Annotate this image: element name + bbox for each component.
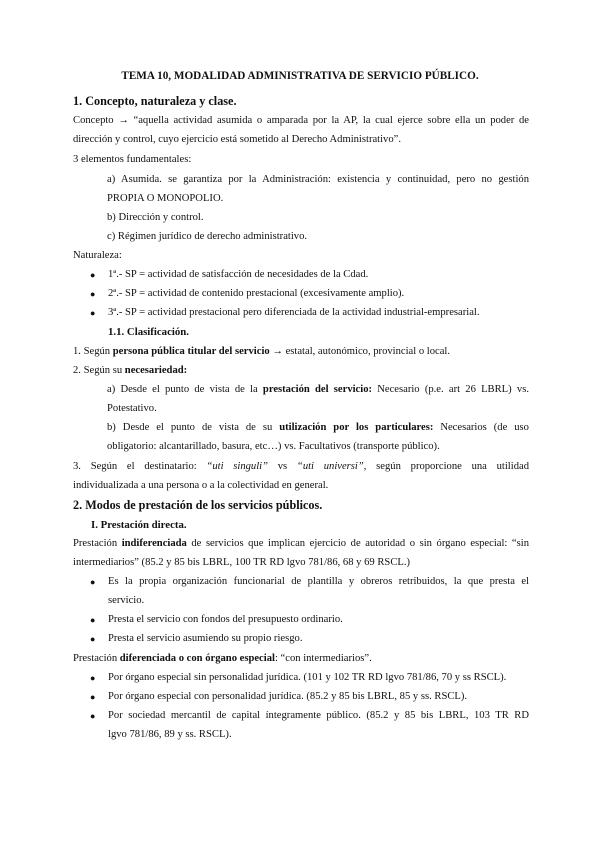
directa-item-2: Presta el servicio con fondos del presupuesto ordinario. <box>108 614 343 625</box>
directa-item-1-line-1: Es la propia organización funcionarial de plantilla y obreros retribuidos, la que presta el <box>108 576 529 587</box>
bullet-icon: ● <box>90 673 96 683</box>
clasificacion-2a-line-2: Potestativo. <box>107 403 157 414</box>
bullet-icon: ● <box>90 270 96 280</box>
bullet-icon: ● <box>90 289 96 299</box>
clasificacion-2: 2. Según su necesariedad: <box>73 365 188 376</box>
naturaleza-item-1: 1ª.- SP = actividad de satisfacción de necesidades de la Cdad. <box>108 269 369 280</box>
naturaleza-label: Naturaleza: <box>73 250 122 261</box>
document-title: TEMA 10, MODALIDAD ADMINISTRATIVA DE SERVICIO PÚBLICO. <box>121 70 479 82</box>
clasificacion-heading: 1.1. Clasificación. <box>108 326 189 338</box>
elementos-label: 3 elementos fundamentales: <box>73 154 192 165</box>
directa-item-1-line-2: servicio. <box>108 595 145 606</box>
diferenciada-item-2: Por órgano especial con personalidad jurídica. (85.2 y 85 bis LBRL, 85 y ss. RSCL). <box>108 691 468 702</box>
bullet-icon: ● <box>90 308 96 318</box>
section-1-heading: 1. Concepto, naturaleza y clase. <box>73 94 237 108</box>
clasificacion-2a-line-1: a) Desde el punto de vista de la prestación del servicio: Necesario (p.e. art 26 LBRL) vs. <box>107 384 529 395</box>
concepto-line-1: Concepto → “aquella actividad asumida o amparada por la AP, la cual ejerce sobre ella un poder de <box>73 115 529 126</box>
prestacion-directa-heading: I. Prestación directa. <box>91 519 187 531</box>
elemento-a-line-2: PROPIA O MONOPOLIO. <box>107 193 224 204</box>
clasificacion-3-line-2: individualizada a una persona o a la colectividad en general. <box>73 480 329 491</box>
clasificacion-1: 1. Según persona pública titular del servicio → estatal, autonómico, provincial o local. <box>73 346 451 357</box>
naturaleza-item-3: 3ª.- SP = actividad prestacional pero diferenciada de la actividad industrial-empresarial. <box>108 307 480 318</box>
concepto-line-2: dirección y control, cuyo ejercicio está sometido al Derecho Administrativo”. <box>73 134 402 145</box>
clasificacion-3-line-1: 3. Según el destinatario: “uti singuli” vs “uti universi”, según proporcione una utilidad <box>73 461 529 472</box>
elemento-a-line-1: a) Asumida. se garantiza por la Administración: existencia y continuidad, pero no gestión <box>107 174 529 185</box>
diferenciada-item-1: Por órgano especial sin personalidad jurídica. (101 y 102 TR RD lgvo 781/86, 70 y ss RSCL). <box>108 672 507 683</box>
bullet-icon: ● <box>90 711 96 721</box>
indiferenciada-line-1: Prestación indiferenciada de servicios que implican ejercicio de autoridad o sin órgano especial: “sin <box>73 538 529 549</box>
diferenciada-item-3-line-1: Por sociedad mercantil de capital íntegramente público. (85.2 y 85 bis LBRL, 103 TR RD <box>108 710 529 721</box>
section-2-heading: 2. Modos de prestación de los servicios públicos. <box>73 498 323 512</box>
bullet-icon: ● <box>90 692 96 702</box>
diferenciada-item-3-line-2: lgvo 781/86, 89 y ss. RSCL). <box>108 729 232 740</box>
bullet-icon: ● <box>90 577 96 587</box>
clasificacion-2b-line-1: b) Desde el punto de vista de su utilización por los particulares: Necesarios (de uso <box>107 422 529 433</box>
bullet-icon: ● <box>90 634 96 644</box>
diferenciada-intro: Prestación diferenciada o con órgano especial: “con intermediarios”. <box>73 653 372 664</box>
indiferenciada-line-2: intermediarios” (85.2 y 85 bis LBRL, 100 TR RD lgvo 781/86, 68 y 69 RSCL.) <box>73 557 411 568</box>
directa-item-3: Presta el servicio asumiendo su propio riesgo. <box>108 633 303 644</box>
bullet-icon: ● <box>90 615 96 625</box>
elemento-b: b) Dirección y control. <box>107 212 204 223</box>
naturaleza-item-2: 2ª.- SP = actividad de contenido prestacional (excesivamente amplio). <box>108 288 405 299</box>
clasificacion-2b-line-2: obligatorio: alcantarillado, basura, etc…) vs. Facultativos (transporte público). <box>107 441 440 452</box>
elemento-c: c) Régimen jurídico de derecho administrativo. <box>107 231 308 242</box>
